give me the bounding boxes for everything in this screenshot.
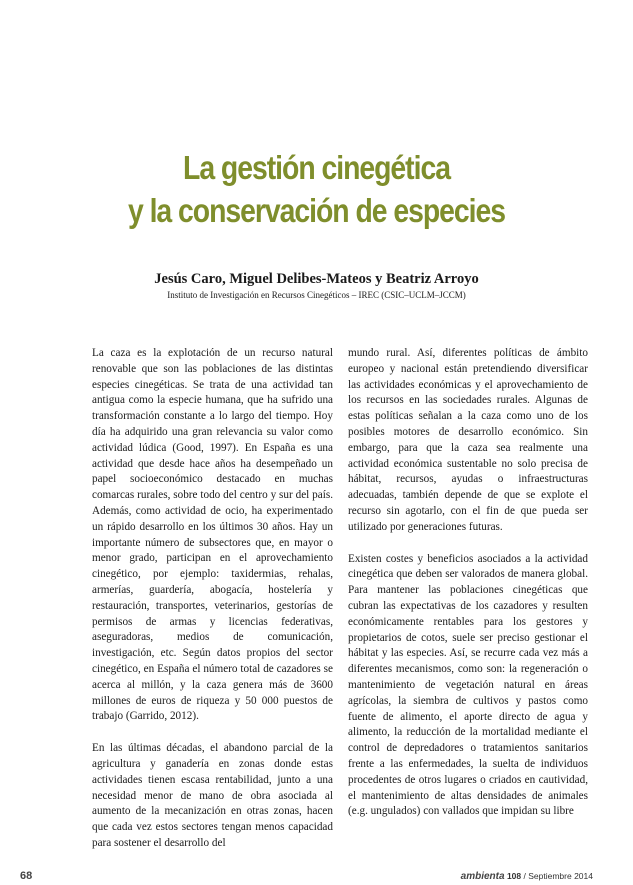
- paragraph: En las últimas décadas, el abandono parcial de la agricultura y ganadería en zonas donde estas actividades tienen escasa rentabilidad, junto a una necesidad menor de mano de obra asociada al aumento de la mecanización en otras zonas, hacen que cada vez estos sectores tengan menos capacidad para sostener el desarrollo del: [92, 742, 333, 849]
- page-footer: [0, 870, 633, 884]
- issue-date: Septiembre 2014: [528, 871, 593, 881]
- paragraph: La caza es la explotación de un recurso natural renovable que son las poblaciones de las distintas especies cinegéticas. Se trata de una actividad tan antigua como la especie humana, que ha sufrido una transformación constante a lo largo del tiempo. Hoy día ha adquirido una gran relevancia su valor como actividad lúdica (Good, 1997). En España es una actividad que desde hace años ha desempeñado un papel socioeconómico destacado en muchas comarcas rurales, sobre todo del centro y sur del país. Además, como actividad de ocio, ha experimentado un rápido desarrollo en los últimos 30 años. Hay un importante número de subsectores que, en mayor o menor grado, participan en el aprovechamiento cinegético, por ejemplo: taxidermias, rehalas, armerías, guardería, abogacía, hostelería y restauración, transportes, veterinarios, gestorías de permisos de armas y licencias federativas, aseguradoras, medios de comunicación, investigación, etc. Según datos propios del sector cinegético, en España el número total de cazadores se acerca al millón, y la caza genera más de 3600 millones de euros de riqueza y 50 000 puestos de trabajo (Garrido, 2012).: [92, 347, 333, 723]
- affiliation: Instituto de Investigación en Recursos Cinegéticos – IREC (CSIC–UCLM–JCCM): [167, 290, 466, 300]
- magazine-info: [461, 871, 593, 882]
- left-column: [92, 346, 333, 852]
- paragraph: Existen costes y beneficios asociados a la actividad cinegética que deben ser valorados de manera global. Para mantener las poblaciones cinegéticas que cubran las expectativas de los cazadores y resulten económicamente rentables para los gestores y propietarios de cotos, suele ser preciso gestionar el hábitat y las especies. Así, se recurre cada vez más a diferentes mecanismos, como son: la regeneración o mantenimiento de vegetación natural en áreas agrícolas, la siembra de cultivos y pastos como fuente de alimento, el aporte directo de agua y alimento, la reducción de la mortalidad mediante el control de depredadores o tratamientos sanitarios frente a las enfermedades, la suelta de individuos procedentes de otros lugares o criados en cautividad, el mantenimiento de altas densidades de animales (e.g. ungulados) con vallados que impidan su libre: [348, 552, 588, 818]
- paragraph: mundo rural. Así, diferentes políticas de ámbito europeo y nacional están pretendiendo diversificar las actividades económicas y el aprovechamiento de los recursos en las sociedades rurales. Algunas de estas políticas señalan a la caza como uno de los posibles motores de desarrollo económico. Sin embargo, para que la caza sea realmente una actividad económica sustentable no solo precisa de hábitat, recursos, ayudas o infraestructuras adecuadas, también depende de que se explote el recurso sin agotarlo, con el fin de que pueda ser utilizado por generaciones futuras.: [348, 347, 588, 533]
- title-line-2: y la conservación de especies: [127, 192, 506, 229]
- page-number: 68: [20, 870, 33, 882]
- issue-number: 108: [506, 871, 522, 881]
- magazine-name: ambienta: [460, 871, 505, 882]
- title-line-1: La gestión cinegética: [183, 149, 450, 186]
- footer-separator: /: [523, 871, 526, 881]
- authors: Jesús Caro, Miguel Delibes-Mateos y Beatriz Arroyo: [154, 271, 479, 287]
- right-column: [348, 346, 588, 820]
